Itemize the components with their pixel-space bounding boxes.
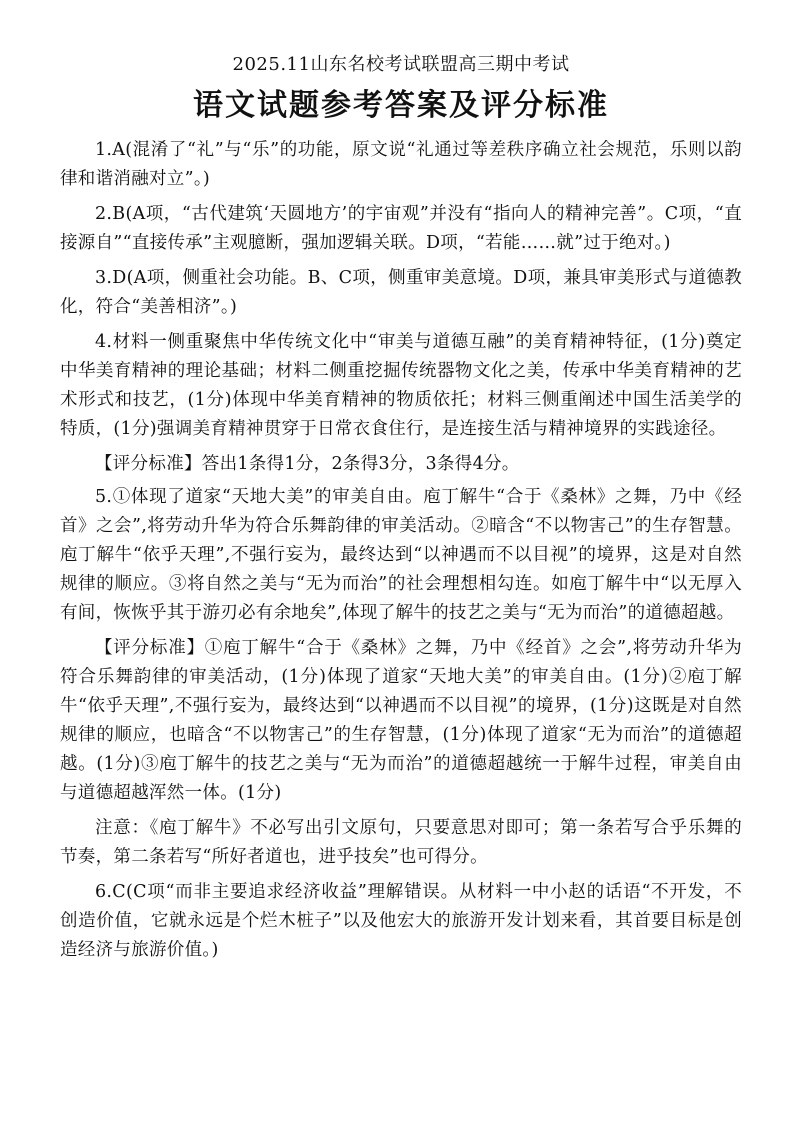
answer-q6: 6.C(C项“而非主要追求经济收益”理解错误。从材料一中小赵的话语“不开发，不创造价值，它就永远是个烂木桩子”以及他宏大的旅游开发计划来看，其首要目标是创造经济与旅游价值。): [60, 882, 742, 960]
exam-header: 2025.11山东名校考试联盟高三期中考试: [232, 54, 570, 75]
answer-q1: 1.A(混淆了“礼”与“乐”的功能，原文说“礼通过等差秩序确立社会规范，乐则以韵律和谐消融对立”。): [60, 140, 742, 189]
scoring-standard-q4: 【评分标准】答出1条得1分，2条得3分，3条得4分。: [95, 454, 520, 474]
answer-q3: 3.D(A项，侧重社会功能。B、C项，侧重审美意境。D项，兼具审美形式与道德教化，符合“美善相济”。): [60, 268, 742, 317]
answer-q4: 4.材料一侧重聚焦中华传统文化中“审美与道德互融”的美育精神特征，(1分)奠定中华美育精神的理论基础；材料二侧重挖掘传统器物文化之美，传承中华美育精神的艺术形式和技艺，(1分)体现中华美育精神的物质依托；材料三侧重阐述中国生活美学的特质，(1分)强调美育精神贯穿于日常衣食住行，是连接生活与精神境界的实践途径。: [60, 332, 742, 439]
note-q5: 注意：《庖丁解牛》不必写出引文原句，只要意思对即可；第一条若写合乎乐舞的节奏，第二条若写“所好者道也，进乎技矣”也可得分。: [60, 818, 742, 867]
page-title: 语文试题参考答案及评分标准: [193, 88, 609, 123]
answer-q5: 5.①体现了道家“天地大美”的审美自由。庖丁解牛“合于《桑林》之舞，乃中《经首》之会”,将劳动升华为符合乐舞韵律的审美活动。②暗含“不以物害己”的生存智慧。庖丁解牛“依乎天理”,不强行妄为，最终达到“以神遇而不以目视”的境界，这是对自然规律的顺应。③将自然之美与“无为而治”的社会理想相勾连。如庖丁解牛中“以无厚入有间，恢恢乎其于游刃必有余地矣”,体现了解牛的技艺之美与“无为而治”的道德超越。: [60, 487, 742, 623]
scoring-standard-q5: 【评分标准】①庖丁解牛“合于《桑林》之舞，乃中《经首》之会”,将劳动升华为符合乐舞韵律的审美活动，(1分)体现了道家“天地大美”的审美自由。(1分)②庖丁解牛“依乎天理”,不强行妄为，最终达到“以神遇而不以目视”的境界，(1分)这既是对自然规律的顺应，也暗含“不以物害己”的生存智慧，(1分)体现了道家“无为而治”的道德超越。(1分)③庖丁解牛的技艺之美与“无为而治”的道德超越统一于解牛过程，审美自由与道德超越浑然一体。(1分): [60, 638, 742, 803]
answer-q2: 2.B(A项，“古代建筑‘天圆地方’的宇宙观”并没有“指向人的精神完善”。C项，“直接源自”“直接传承”主观臆断，强加逻辑关联。D项，“若能……就”过于绝对。): [60, 204, 742, 253]
